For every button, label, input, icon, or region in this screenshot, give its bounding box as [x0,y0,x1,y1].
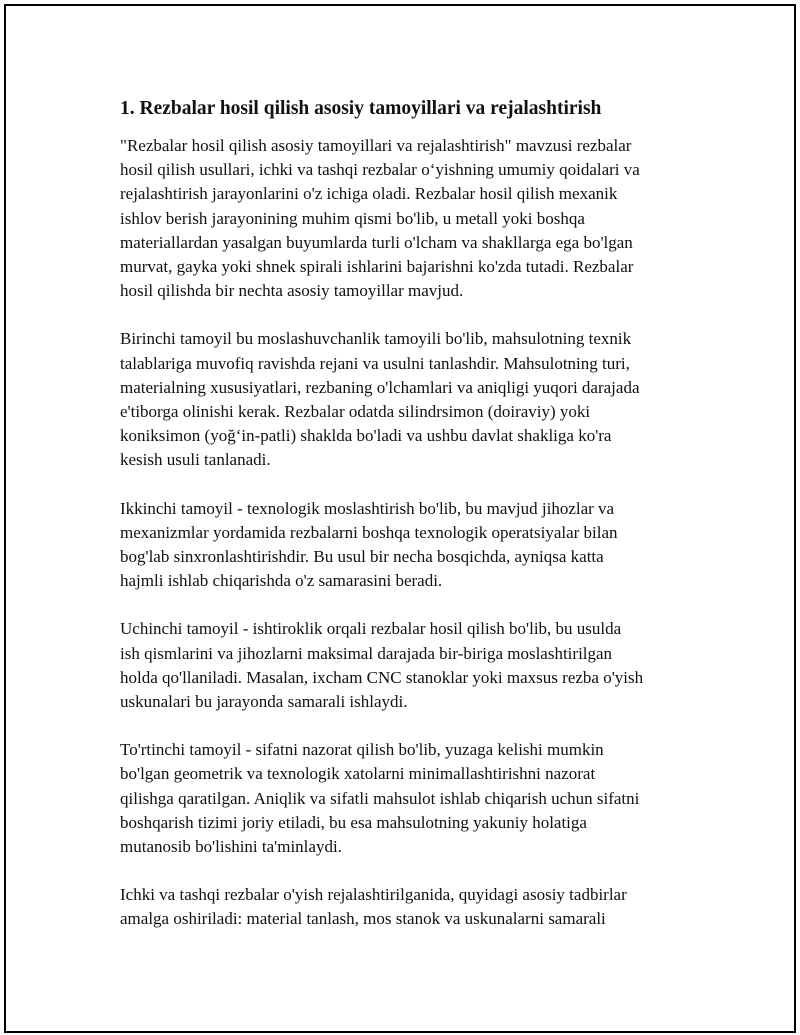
text-line: bo'lgan geometrik va texnologik xatolarni minimallashtirishni nazorat [120,764,596,784]
text-line: kesish usuli tanlanadi. [120,450,271,470]
text-line: amalga oshiriladi: material tanlash, mos stanok va uskunalarni samarali [120,909,606,929]
text-line: materiallardan yasalgan buyumlarda turli o'lcham va shakllarga ega bo'lgan [120,232,633,252]
section-heading: 1. Rezbalar hosil qilish asosiy tamoyillari va rejalashtirish [120,98,602,119]
text-line: murvat, gayka yoki shnek spirali ishlarini bajarishni ko'zda tutadi. Rezbalar [120,257,634,277]
text-line: mexanizmlar yordamida rezbalarni boshqa texnologik operatsiyalar bilan [120,522,618,542]
text-line: materialning xususiyatlari, rezbaning o'lchamlari va aniqligi yuqori darajada [120,377,640,397]
paragraph-intro [120,134,700,303]
text-line: talablariga muvofiq ravishda rejani va usulni tanlashdir. Mahsulotning turi, [120,353,630,373]
text-line: ishlov berish jarayonining muhim qismi bo'lib, u metall yoki boshqa [120,208,585,228]
text-line: "Rezbalar hosil qilish asosiy tamoyillari va rejalashtirish" mavzusi rezbalar [120,136,632,155]
text-line: uskunalari bu jarayonda samarali ishlaydi. [120,692,408,712]
text-line: bog'lab sinxronlashtirishdir. Bu usul bir necha bosqichda, ayniqsa katta [120,547,604,567]
text-line: ish qismlarini va jihozlarni maksimal darajada bir-biriga moslashtirilgan [120,643,613,663]
text-line: holda qo'llaniladi. Masalan, ixcham CNC stanoklar yoki maxsus rezba o'yish [120,667,644,687]
text-line: koniksimon (yoğ‘in-patli) shaklda bo'ladi va ushbu davlat shakliga ko'ra [120,426,612,446]
paragraph-third-principle [120,617,700,714]
text-line: mutanosib bo'lishini ta'minlaydi. [120,837,342,857]
text-line: Ichki va tashqi rezbalar o'yish rejalashtirilganida, quyidagi asosiy tadbirlar [120,885,627,905]
page-frame [4,4,796,1033]
paragraph-second-principle [120,497,700,594]
paragraph-first-principle [120,327,700,472]
text-line: hosil qilishda bir nechta asosiy tamoyillar mavjud. [120,281,464,301]
text-line: rejalashtirish jarayonlarini o'z ichiga oladi. Rezbalar hosil qilish mexanik [120,184,618,204]
text-line: To'rtinchi tamoyil - sifatni nazorat qilish bo'lib, yuzaga kelishi mumkin [120,740,604,760]
paragraph-planning [120,883,700,931]
text-line: e'tiborga olinishi kerak. Rezbalar odatda silindrsimon (doiraviy) yoki [120,402,591,422]
paragraph-fourth-principle [120,738,700,859]
text-line: Ikkinchi tamoyil - texnologik moslashtirish bo'lib, bu mavjud jihozlar va [120,498,615,518]
text-line: qilishga qaratilgan. Aniqlik va sifatli mahsulot ishlab chiqarish uchun sifatni [120,788,640,808]
document-body [120,96,700,956]
text-line: Birinchi tamoyil bu moslashuvchanlik tamoyili bo'lib, mahsulotning texnik [120,329,632,349]
text-line: hosil qilish usullari, ichki va tashqi rezbalar o‘yishning umumiy qoidalari va [120,160,640,180]
text-line: hajmli ishlab chiqarishda o'z samarasini beradi. [120,571,443,591]
text-line: Uchinchi tamoyil - ishtiroklik orqali rezbalar hosil qilish bo'lib, bu usulda [120,619,622,639]
text-line: boshqarish tizimi joriy etiladi, bu esa mahsulotning yakuniy holatiga [120,812,587,832]
